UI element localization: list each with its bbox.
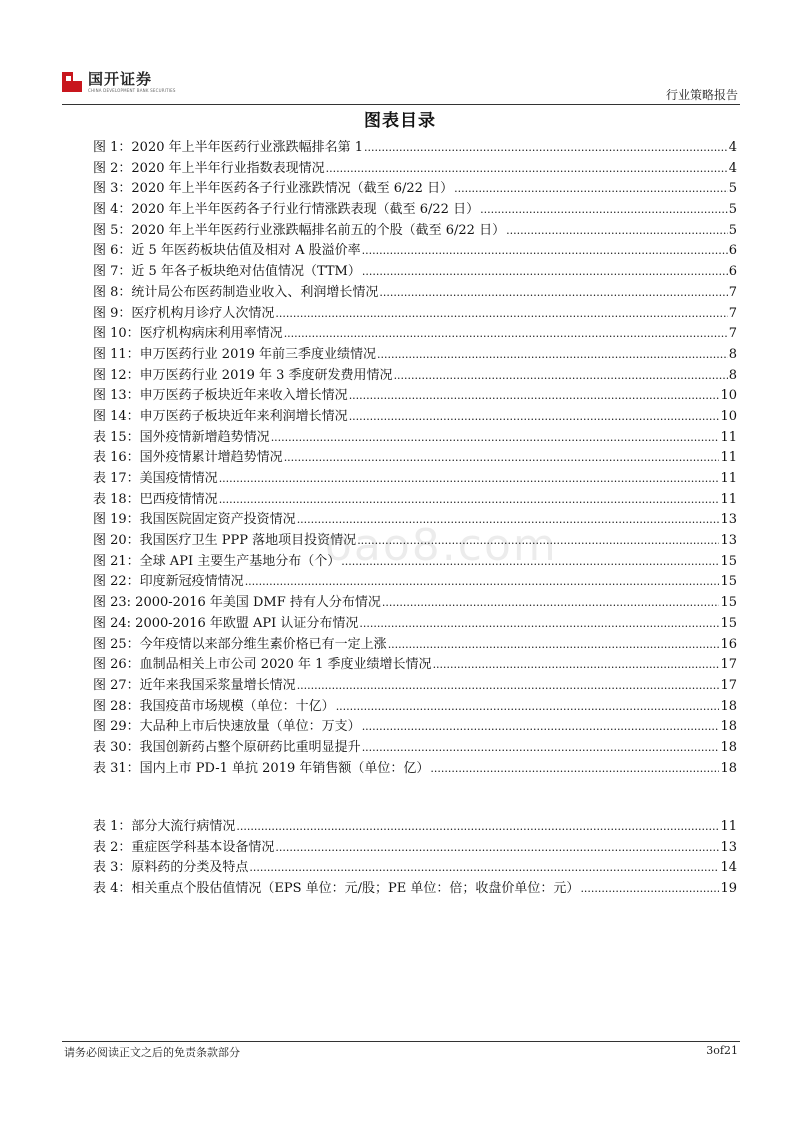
toc-dot-leader	[275, 838, 719, 859]
toc-entry[interactable]	[93, 838, 737, 859]
logo-name-cn: 国开证券	[88, 70, 153, 88]
toc-entry[interactable]	[93, 572, 737, 593]
toc-entry-label: 图 23: 2000-2016 年美国 DMF 持有人分布情况	[93, 595, 381, 611]
company-logo	[62, 70, 176, 94]
toc-dot-leader	[275, 304, 727, 325]
toc-entry[interactable]	[93, 510, 737, 531]
toc-entry-label: 表 18：巴西疫情情况	[93, 491, 218, 507]
toc-entry[interactable]	[93, 469, 737, 490]
toc-entry[interactable]	[93, 304, 737, 325]
toc-entry-page: 15	[720, 553, 737, 569]
toc-entry-page: 5	[728, 222, 737, 238]
toc-entry[interactable]	[93, 366, 737, 387]
toc-entry[interactable]	[93, 738, 737, 759]
toc-entry-label: 表 4：相关重点个股估值情况（EPS 单位：元/股；PE 单位：倍；收盘价单位：元）	[93, 881, 580, 897]
toc-dot-leader	[377, 345, 728, 366]
toc-entry[interactable]	[93, 407, 737, 428]
toc-entry-page: 6	[728, 264, 737, 280]
toc-entry-page: 8	[728, 346, 737, 362]
toc-dot-leader	[580, 879, 719, 900]
toc-entry[interactable]	[93, 614, 737, 635]
toc-dot-leader	[271, 428, 720, 449]
toc-dot-leader	[394, 366, 728, 387]
toc-entry-label: 图 6：近 5 年医药板块估值及相对 A 股溢价率	[93, 243, 361, 259]
toc-entry-label: 图 24: 2000-2016 年欧盟 API 认证分布情况	[93, 615, 359, 631]
toc-entry[interactable]	[93, 676, 737, 697]
toc-dot-leader	[382, 593, 720, 614]
toc-entry-label: 表 30：我国创新药占整个原研药比重明显提升	[93, 739, 361, 755]
toc-entry-label: 图 13：申万医药子板块近年来收入增长情况	[93, 388, 348, 404]
toc-entry-label: 图 21：全球 API 主要生产基地分布（个）	[93, 553, 341, 569]
footer-divider	[62, 1041, 740, 1042]
toc-entry[interactable]	[93, 759, 737, 780]
toc-entry[interactable]	[93, 262, 737, 283]
toc-dot-leader	[379, 283, 727, 304]
toc-entry-page: 11	[720, 429, 737, 445]
toc-entry-label: 图 28：我国疫苗市场规模（单位：十亿）	[93, 698, 335, 714]
toc-entry-page: 7	[728, 284, 737, 300]
toc-entry[interactable]	[93, 200, 737, 221]
toc-dot-leader	[430, 759, 719, 780]
toc-dot-leader	[388, 635, 720, 656]
toc-dot-leader	[506, 221, 728, 242]
toc-entry-page: 15	[720, 615, 737, 631]
toc-title: 图表目录	[364, 111, 436, 131]
toc-entry-label: 图 7：近 5 年各子板块绝对估值情况（TTM）	[93, 264, 361, 280]
figure-list	[93, 138, 737, 779]
toc-entry-page: 4	[728, 160, 737, 176]
toc-dot-leader	[359, 614, 719, 635]
toc-entry-label: 图 10：医疗机构病床利用率情况	[93, 326, 283, 342]
logo-mark-icon	[62, 72, 82, 92]
toc-entry-label: 表 1：部分大流行病情况	[93, 819, 236, 834]
toc-entry[interactable]	[93, 324, 737, 345]
page-number: 3of21	[706, 1044, 738, 1057]
toc-entry-page: 19	[720, 881, 737, 897]
toc-entry[interactable]	[93, 697, 737, 718]
toc-entry-label: 图 9：医疗机构月诊疗人次情况	[93, 305, 275, 321]
toc-entry[interactable]	[93, 593, 737, 614]
toc-entry[interactable]	[93, 448, 737, 469]
toc-entry-page: 8	[728, 367, 737, 383]
toc-dot-leader	[284, 324, 728, 345]
toc-entry[interactable]	[93, 159, 737, 180]
toc-dot-leader	[362, 717, 720, 738]
toc-entry[interactable]	[93, 221, 737, 242]
toc-entry-label: 图 4：2020 年上半年医药各子行业行情涨跌表现（截至 6/22 日）	[93, 202, 480, 218]
toc-dot-leader	[284, 448, 720, 469]
toc-entry[interactable]	[93, 879, 737, 900]
report-type: 行业策略报告	[665, 88, 738, 102]
toc-entry-page: 14	[720, 860, 737, 876]
toc-entry-label: 图 8：统计局公布医药制造业收入、利润增长情况	[93, 284, 379, 300]
toc-entry[interactable]	[93, 428, 737, 449]
toc-entry-page: 13	[720, 533, 737, 549]
toc-entry-page: 4	[728, 140, 737, 155]
toc-entry-page: 7	[728, 305, 737, 321]
toc-entry[interactable]	[93, 858, 737, 879]
toc-entry-page: 15	[720, 595, 737, 611]
toc-dot-leader	[219, 490, 720, 511]
toc-entry-label: 图 14：申万医药子板块近年来利润增长情况	[93, 408, 348, 424]
toc-entry[interactable]	[93, 655, 737, 676]
toc-dot-leader	[433, 655, 720, 676]
toc-entry-label: 图 22：印度新冠疫情情况	[93, 574, 244, 590]
toc-dot-leader	[341, 552, 719, 573]
toc-entry-page: 17	[720, 677, 737, 693]
toc-entry-page: 10	[720, 408, 737, 424]
toc-entry-label: 图 11：申万医药行业 2019 年前三季度业绩情况	[93, 346, 377, 362]
toc-entry-page: 5	[728, 181, 737, 197]
toc-entry[interactable]	[93, 138, 737, 159]
toc-entry-label: 图 12：申万医药行业 2019 年 3 季度研发费用情况	[93, 367, 393, 383]
toc-entry[interactable]	[93, 717, 737, 738]
toc-dot-leader	[245, 572, 720, 593]
toc-entry-page: 17	[720, 657, 737, 673]
toc-entry-label: 图 25：今年疫情以来部分维生素价格已有一定上涨	[93, 636, 387, 652]
toc-entry-label: 表 31：国内上市 PD-1 单抗 2019 年销售额（单位：亿）	[93, 760, 430, 776]
toc-dot-leader	[326, 159, 728, 180]
toc-dot-leader	[349, 386, 720, 407]
toc-entry-page: 13	[720, 512, 737, 528]
toc-entry-label: 图 5：2020 年上半年医药行业涨跌幅排名前五的个股（截至 6/22 日）	[93, 222, 506, 238]
toc-entry-page: 15	[720, 574, 737, 590]
toc-dot-leader	[480, 200, 728, 221]
toc-dot-leader	[297, 510, 720, 531]
toc-entry-page: 11	[720, 450, 737, 466]
toc-entry-page: 10	[720, 388, 737, 404]
toc-entry-label: 图 3：2020 年上半年医药各子行业涨跌情况（截至 6/22 日）	[93, 181, 454, 197]
toc-dot-leader	[349, 407, 720, 428]
toc-dot-leader	[219, 469, 720, 490]
logo-name-en: CHINA DEVELOPMENT BANK SECURITIES	[88, 88, 176, 93]
toc-entry-page: 13	[720, 839, 737, 855]
toc-entry[interactable]	[93, 635, 737, 656]
table-list	[93, 817, 737, 900]
toc-entry-label: 表 15：国外疫情新增趋势情况	[93, 429, 270, 445]
toc-entry-page: 6	[728, 243, 737, 259]
header-divider	[62, 104, 740, 105]
toc-entry-label: 图 29：大品种上市后快速放量（单位：万支）	[93, 719, 361, 735]
toc-entry[interactable]	[93, 345, 737, 366]
toc-entry-page: 18	[720, 698, 737, 714]
page-header	[62, 70, 740, 104]
toc-dot-leader	[454, 179, 728, 200]
toc-entry[interactable]	[93, 552, 737, 573]
toc-dot-leader	[297, 676, 720, 697]
watermark: oao8.com	[325, 520, 558, 571]
toc-entry-page: 7	[728, 326, 737, 342]
toc-dot-leader	[357, 531, 719, 552]
toc-entry[interactable]	[93, 386, 737, 407]
toc-entry-page: 18	[720, 719, 737, 735]
toc-entry-label: 表 3：原料药的分类及特点	[93, 860, 249, 876]
toc-entry-page: 18	[720, 739, 737, 755]
toc-dot-leader	[362, 738, 720, 759]
toc-dot-leader	[249, 858, 719, 879]
toc-entry-label: 表 2：重症医学科基本设备情况	[93, 839, 275, 855]
toc-entry-label: 图 1：2020 年上半年医药行业涨跌幅排名第 1	[93, 140, 364, 155]
toc-dot-leader	[236, 817, 719, 838]
toc-entry-page: 11	[720, 471, 737, 486]
toc-entry-page: 11	[720, 819, 737, 834]
toc-entry-page: 18	[720, 760, 737, 776]
toc-entry-label: 图 2：2020 年上半年行业指数表现情况	[93, 160, 325, 176]
toc-dot-leader	[336, 697, 720, 718]
toc-entry-page: 11	[720, 491, 737, 507]
toc-entry-page: 5	[728, 202, 737, 218]
toc-entry-label: 图 26：血制品相关上市公司 2020 年 1 季度业绩增长情况	[93, 657, 432, 673]
toc-entry-label: 表 17：美国疫情情况	[93, 471, 218, 486]
toc-entry[interactable]	[93, 490, 737, 511]
toc-dot-leader	[362, 241, 728, 262]
toc-entry[interactable]	[93, 241, 737, 262]
toc-entry-label: 图 27：近年来我国采浆量增长情况	[93, 677, 296, 693]
toc-entry-page: 16	[720, 636, 737, 652]
toc-entry-label: 图 19：我国医院固定资产投资情况	[93, 512, 296, 528]
toc-entry-label: 表 16：国外疫情累计增趋势情况	[93, 450, 283, 466]
toc-dot-leader	[364, 138, 728, 159]
toc-entry[interactable]	[93, 817, 737, 838]
toc-entry[interactable]	[93, 179, 737, 200]
toc-entry[interactable]	[93, 531, 737, 552]
toc-entry-label: 图 20：我国医疗卫生 PPP 落地项目投资情况	[93, 533, 357, 549]
toc-dot-leader	[362, 262, 728, 283]
toc-entry[interactable]	[93, 283, 737, 304]
footer-disclaimer: 请务必阅读正文之后的免责条款部分	[64, 1046, 240, 1059]
